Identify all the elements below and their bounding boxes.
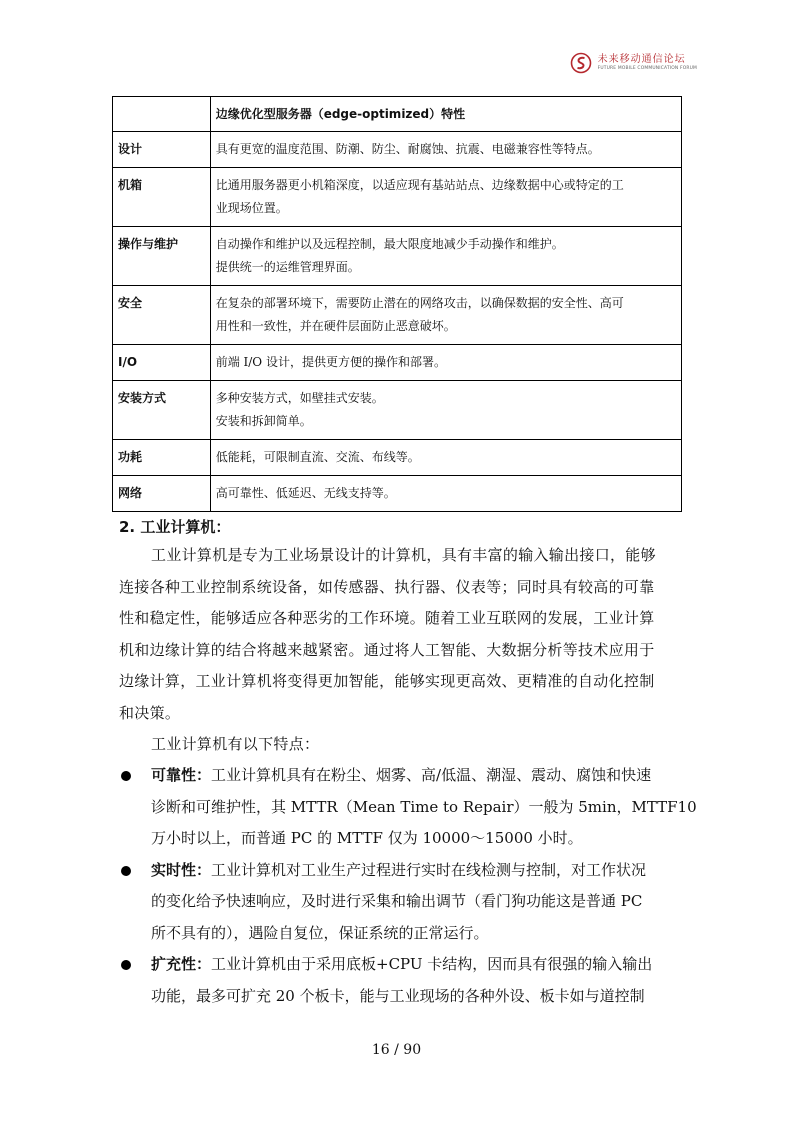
row-value: 具有更宽的温度范围、防潮、防尘、耐腐蚀、抗震、电磁兼容性等特点。	[210, 132, 681, 168]
table-row	[113, 286, 682, 345]
row-key: 网络	[113, 476, 211, 512]
table-header-title: 边缘优化型服务器（edge-optimized）特性	[210, 97, 681, 132]
table-row	[113, 440, 682, 476]
list-item: 实时性：工业计算机对工业生产过程进行实时在线检测与控制，对工作状况 的变化给予快速响应，及时进行采集和输出调节（看门狗功能这是普通 PC 所不具有的），遇险自复位，保证系统的正常运行。	[119, 855, 679, 950]
row-value: 在复杂的部署环境下，需要防止潜在的网络攻击，以确保数据的安全性、高可 用性和一致性，并在硬件层面防止恶意破坏。	[210, 286, 681, 345]
row-key: 设计	[113, 132, 211, 168]
bullet-term: 扩充性：	[151, 955, 212, 973]
row-value: 高可靠性、低延迟、无线支持等。	[210, 476, 681, 512]
table-row	[113, 132, 682, 168]
row-value: 多种安装方式，如壁挂式安装。 安装和拆卸简单。	[210, 381, 681, 440]
forum-logo	[570, 52, 697, 74]
row-key: 安全	[113, 286, 211, 345]
list-item: 可靠性：工业计算机具有在粉尘、烟雾、高/低温、潮湿、震动、腐蚀和快速 诊断和可维护性，其 MTTR（Mean Time to Repair）一般为 5min，MTTF10 万小时以上，而普通 PC 的 MTTF 仅为 10000～15000 小时。	[119, 760, 679, 855]
row-value: 比通用服务器更小机箱深度，以适应现有基站站点、边缘数据中心或特定的工 业现场位置。	[210, 168, 681, 227]
row-key: I/O	[113, 345, 211, 381]
row-key: 安装方式	[113, 381, 211, 440]
features-intro-paragraph: 工业计算机有以下特点：	[151, 735, 320, 753]
bullet-icon	[121, 960, 131, 970]
row-value: 自动操作和维护以及远程控制，最大限度地减少手动操作和维护。 提供统一的运维管理界面。	[210, 227, 681, 286]
bullet-term: 可靠性：	[151, 766, 212, 784]
row-key: 功耗	[113, 440, 211, 476]
logo-english-text: FUTURE MOBILE COMMUNICATION FORUM	[597, 65, 697, 71]
table-row	[113, 476, 682, 512]
section-heading: 2. 工业计算机：	[119, 518, 231, 536]
row-key: 操作与维护	[113, 227, 211, 286]
forum-logo-icon	[570, 52, 592, 74]
logo-chinese-text: 未来移动通信论坛	[597, 53, 686, 65]
bullet-term: 实时性：	[151, 860, 212, 879]
table-row	[113, 381, 682, 440]
bullet-icon	[121, 866, 131, 876]
row-value: 前端 I/O 设计，提供更方便的操作和部署。	[210, 345, 681, 381]
table-row	[113, 168, 682, 227]
table-header-empty	[113, 97, 211, 132]
row-value: 低能耗，可限制直流、交流、布线等。	[210, 440, 681, 476]
intro-paragraph: 工业计算机是专为工业场景设计的计算机，具有丰富的输入输出接口，能够 连接各种工业控制系统设备，如传感器、执行器、仪表等；同时具有较高的可靠 性和稳定性，能够适应各种恶劣的工作环境。随着工业互联网的发展，工业计算 机和边缘计算的结合将越来越紧密。通过将人工智能、大数据分析等技术应用于 边缘计算，工业计算机将变得更加智能，能够实现更高效、更精准的自动化控制 和决策。	[119, 546, 656, 722]
feature-bullet-list	[119, 760, 697, 1012]
list-item: 扩充性：工业计算机由于采用底板+CPU 卡结构，因而具有很强的输入输出 功能，最多可扩充 20 个板卡，能与工业现场的各种外设、板卡如与道控制	[119, 949, 679, 1012]
table-row	[113, 227, 682, 286]
bullet-icon	[121, 771, 131, 781]
edge-server-feature-table	[112, 96, 682, 512]
row-key: 机箱	[113, 168, 211, 227]
table-header-row	[113, 97, 682, 132]
table-row	[113, 345, 682, 381]
page-number: 16 / 90	[371, 1042, 422, 1058]
